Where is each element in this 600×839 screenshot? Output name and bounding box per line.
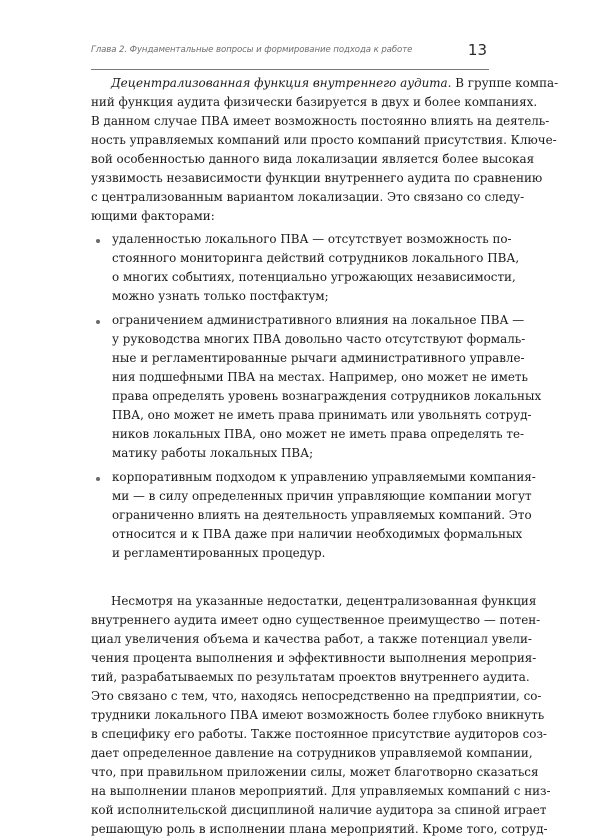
- list-item-line: корпоративным подходом к управлению управляемыми компания-: [112, 470, 536, 484]
- paragraph-line: с централизованным вариантом локализации. Это связано со следу-: [91, 190, 525, 204]
- list-item-line: ников локальных ПВА, оно может не иметь права определять те-: [112, 427, 525, 441]
- list-item-line: ограниченно влиять на деятельность управляемых компаний. Это: [112, 508, 532, 522]
- paragraph-line: внутреннего аудита имеет одно существенное преимущество — потен-: [91, 613, 541, 627]
- bullet-icon: [96, 320, 100, 324]
- paragraph-line: ющими факторами:: [91, 209, 215, 223]
- bullet-icon: [96, 477, 100, 481]
- paragraph-line: в специфику его работы. Также постоянное присутствие аудиторов соз-: [91, 727, 547, 741]
- paragraph-line: ний функция аудита физически базируется в двух и более компаниях.: [91, 95, 538, 109]
- paragraph-line: на выполнении планов мероприятий. Для управляемых компаний с низ-: [91, 784, 551, 798]
- list-item: [91, 230, 520, 306]
- paragraph-decentralized: [91, 74, 559, 226]
- bullet-icon: [96, 239, 100, 243]
- paragraph-line: циал увеличения объема и качества работ, а также потенциал увели-: [91, 632, 532, 646]
- paragraph-line: вой особенностью данного вида локализации является более высокая: [91, 152, 535, 166]
- list-item-line: стоянного мониторинга действий сотрудников локального ПВА,: [112, 251, 520, 265]
- paragraph-text: . В группе компа-: [447, 76, 559, 90]
- page-number: 13: [467, 41, 487, 59]
- factor-list: [91, 230, 542, 563]
- paragraph-line: чения процента выполнения и эффективности выполнения мероприя-: [91, 651, 537, 665]
- paragraph-line: кой исполнительской дисциплиной наличие аудитора за спиной играет: [91, 803, 547, 817]
- paragraph-line: трудники локального ПВА имеют возможность более глубоко вникнуть: [91, 708, 545, 722]
- page-body: [91, 74, 559, 839]
- list-item-line: матику работы локальных ПВА;: [112, 446, 314, 460]
- list-item-line: относится и к ПВА даже при наличии необходимых формальных: [112, 527, 523, 541]
- paragraph-line: уязвимость независимости функции внутреннего аудита по сравнению: [91, 171, 543, 185]
- list-item: [91, 311, 542, 463]
- paragraph-line: [91, 74, 559, 93]
- list-item-line: у руководства многих ПВА довольно часто отсутствуют формаль-: [112, 332, 526, 346]
- page-header: [91, 41, 489, 70]
- paragraph-line: тий, разрабатываемых по результатам проектов внутреннего аудита.: [91, 670, 530, 684]
- paragraph-advantages: [91, 592, 551, 839]
- paragraph-line: дает определенное давление на сотрудников управляемой компании,: [91, 746, 533, 760]
- list-item-line: права определять уровень вознаграждения сотрудников локальных: [112, 389, 542, 403]
- list-item-line: и регламентированных процедур.: [112, 546, 326, 560]
- paragraph-line: В данном случае ПВА имеет возможность постоянно влиять на деятель-: [91, 114, 550, 128]
- list-item-line: можно узнать только постфактум;: [112, 289, 329, 303]
- italic-lead-term: Децентрализованная функция внутреннего аудита: [111, 76, 448, 90]
- paragraph-spacer: [91, 568, 491, 592]
- list-item-line: удаленностью локального ПВА — отсутствует возможность по-: [112, 232, 512, 246]
- running-head: Глава 2. Фундаментальные вопросы и формирование подхода к работе: [91, 45, 413, 55]
- paragraph-line: Это связано с тем, что, находясь непосредственно на предприятии, со-: [91, 689, 542, 703]
- paragraph-line: что, при правильном приложении силы, может благотворно сказаться: [91, 765, 539, 779]
- list-item-line: о многих событиях, потенциально угрожающих независимости,: [112, 270, 516, 284]
- list-item-line: ния подшефными ПВА на местах. Например, оно может не иметь: [112, 370, 528, 384]
- list-item-line: ПВА, оно может не иметь права принимать или увольнять сотруд-: [112, 408, 532, 422]
- list-item-line: ограничением административного влияния на локальное ПВА —: [112, 313, 525, 327]
- paragraph-line: Несмотря на указанные недостатки, децентрализованная функция: [111, 594, 537, 608]
- list-item-line: ми — в силу определенных причин управляющие компании могут: [112, 489, 532, 503]
- paragraph-line: решающую роль в исполнении плана мероприятий. Кроме того, сотруд-: [91, 822, 548, 836]
- paragraph-line: ность управляемых компаний или просто компаний присутствия. Ключе-: [91, 133, 557, 147]
- list-item: [91, 468, 536, 563]
- list-item-line: ные и регламентированные рычаги административного управле-: [112, 351, 525, 365]
